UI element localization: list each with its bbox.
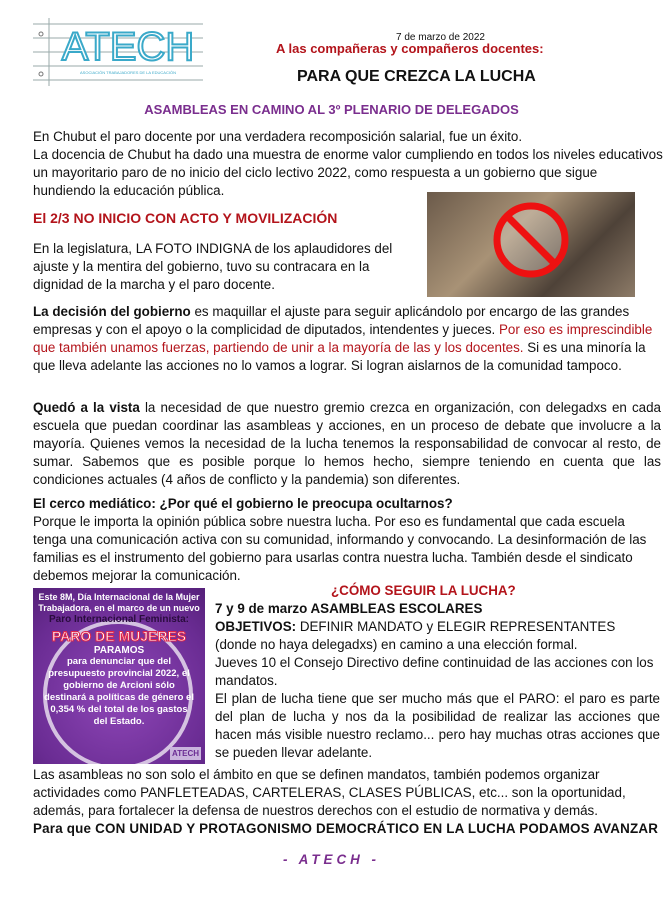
paragraph: La decisión del gobierno es maquillar el ajuste para seguir aplicándolo por encargo de las grandes empresas y con el apoyo o la complicidad de diputados, intendentes y jueces. Por eso es imprescindible que también unamos fuerzas, partiendo de unir a la mayoría de las y los docentes. Si es una minoría la que lleva adelante las acciones no lo vamos a lograr. Si logran aislarnos de la comunidad tampoco.	[33, 304, 653, 373]
intro-line: En Chubut el paro docente por una verdadera recomposición salarial, fue un éxito.	[33, 129, 523, 144]
paragraph: El cerco mediático: ¿Por qué el gobierno le preocupa ocultarnos? Porque le importa la opinión pública sobre nuestra lucha. Por eso es fundamental que cada escuela tenga una comunicación activa con su comunidad, informando y convocando. La desinformación de las familias es el instrumento del gobierno para usarlas contra nuestra lucha. También desde el sindicato debemos mejorar la comunicación.	[33, 496, 647, 583]
paragraph: En la legislatura, LA FOTO INDIGNA de los aplaudidores del ajuste y la mentira del gobierno, tuvo su contracara en la dignidad de la marcha y el paro docente.	[33, 241, 393, 292]
section-heading: ¿CÓMO SEGUIR LA LUCHA?	[331, 583, 516, 598]
closing: Las asambleas no son solo el ámbito en que se definen mandatos, también podemos organizar actividades como PANFLETEADAS, CARTELERAS, CLASES PÚBLICAS, etc... son la oportunidad, además, para fortalecer la defensa de nuestros derechos con el estudio de normativa y demás. Para que CON UNIDAD Y PROTAGONISMO DEMOCRÁTICO EN LA LUCHA PODAMOS AVANZAR	[33, 767, 659, 836]
logo-text: ATECH	[61, 25, 195, 69]
atech-logo	[33, 18, 203, 86]
date: 7 de marzo de 2022	[396, 32, 485, 43]
greeting: A las compañeras y compañeros docentes:	[276, 41, 544, 56]
section-heading: El 2/3 NO INICIO CON ACTO Y MOVILIZACIÓN	[33, 210, 338, 226]
paragraph: Quedó a la vista la necesidad de que nuestro gremio crezca en organización, con delegadxs en cada escuela que puedan coordinar las asambleas y acciones, en un proceso de debate que involucre a la mayoría. Quienes vemos la necesidad de la lucha tenemos la responsabilidad de convocar al resto, de sumar. Sabemos que es posible porque lo hemos hecho, siempre teniendo en cuenta que las condiciones actuales (4 años de conflicto y la pandemia) son diferentes.	[33, 400, 661, 487]
flyer-image: Este 8M, Día Internacional de la Mujer Trabajadora, en el marco de un nuevo Paro Internacional Feminista: PARO DE MUJERES PARAMOS para denunciar que del presupuesto provincial 2022, el gobierno de Arcioni sólo destinará a políticas de género el 0,354 % del total de los gastos del Estado. ATECH	[33, 588, 205, 764]
page-title: PARA QUE CREZCA LA LUCHA	[297, 68, 536, 85]
svg-text:ASOCIACIÓN TRABAJADORES DE LA: ASOCIACIÓN TRABAJADORES DE LA EDUCACIÓN	[80, 70, 176, 75]
legislature-photo	[427, 192, 635, 297]
subtitle: ASAMBLEAS EN CAMINO AL 3º PLENARIO DE DELEGADOS	[144, 102, 519, 117]
plan-section: 7 y 9 de marzo ASAMBLEAS ESCOLARES OBJETIVOS: DEFINIR MANDATO y ELEGIR REPRESENTANTES (donde no haya delegadxs) en camino a una elección formal. Jueves 10 el Consejo Directivo define continuidad de las acciones con los mandatos. El plan de lucha tiene que ser mucho más que el PARO: el paro es parte del plan de lucha y nos da la posibilidad de realizar las acciones que hacen más visible nuestro reclamo... pero hay muchas otras acciones que se pueden llevar adelante.	[215, 601, 660, 760]
intro-paragraph: La docencia de Chubut ha dado una muestra de enorme valor cumpliendo en todos los niveles educativos un mayoritario paro de no inicio del ciclo lectivo 2022, como respuesta a un gobierno que sigue hundiendo la educación pública.	[33, 147, 663, 198]
signature: - ATECH -	[283, 852, 380, 867]
